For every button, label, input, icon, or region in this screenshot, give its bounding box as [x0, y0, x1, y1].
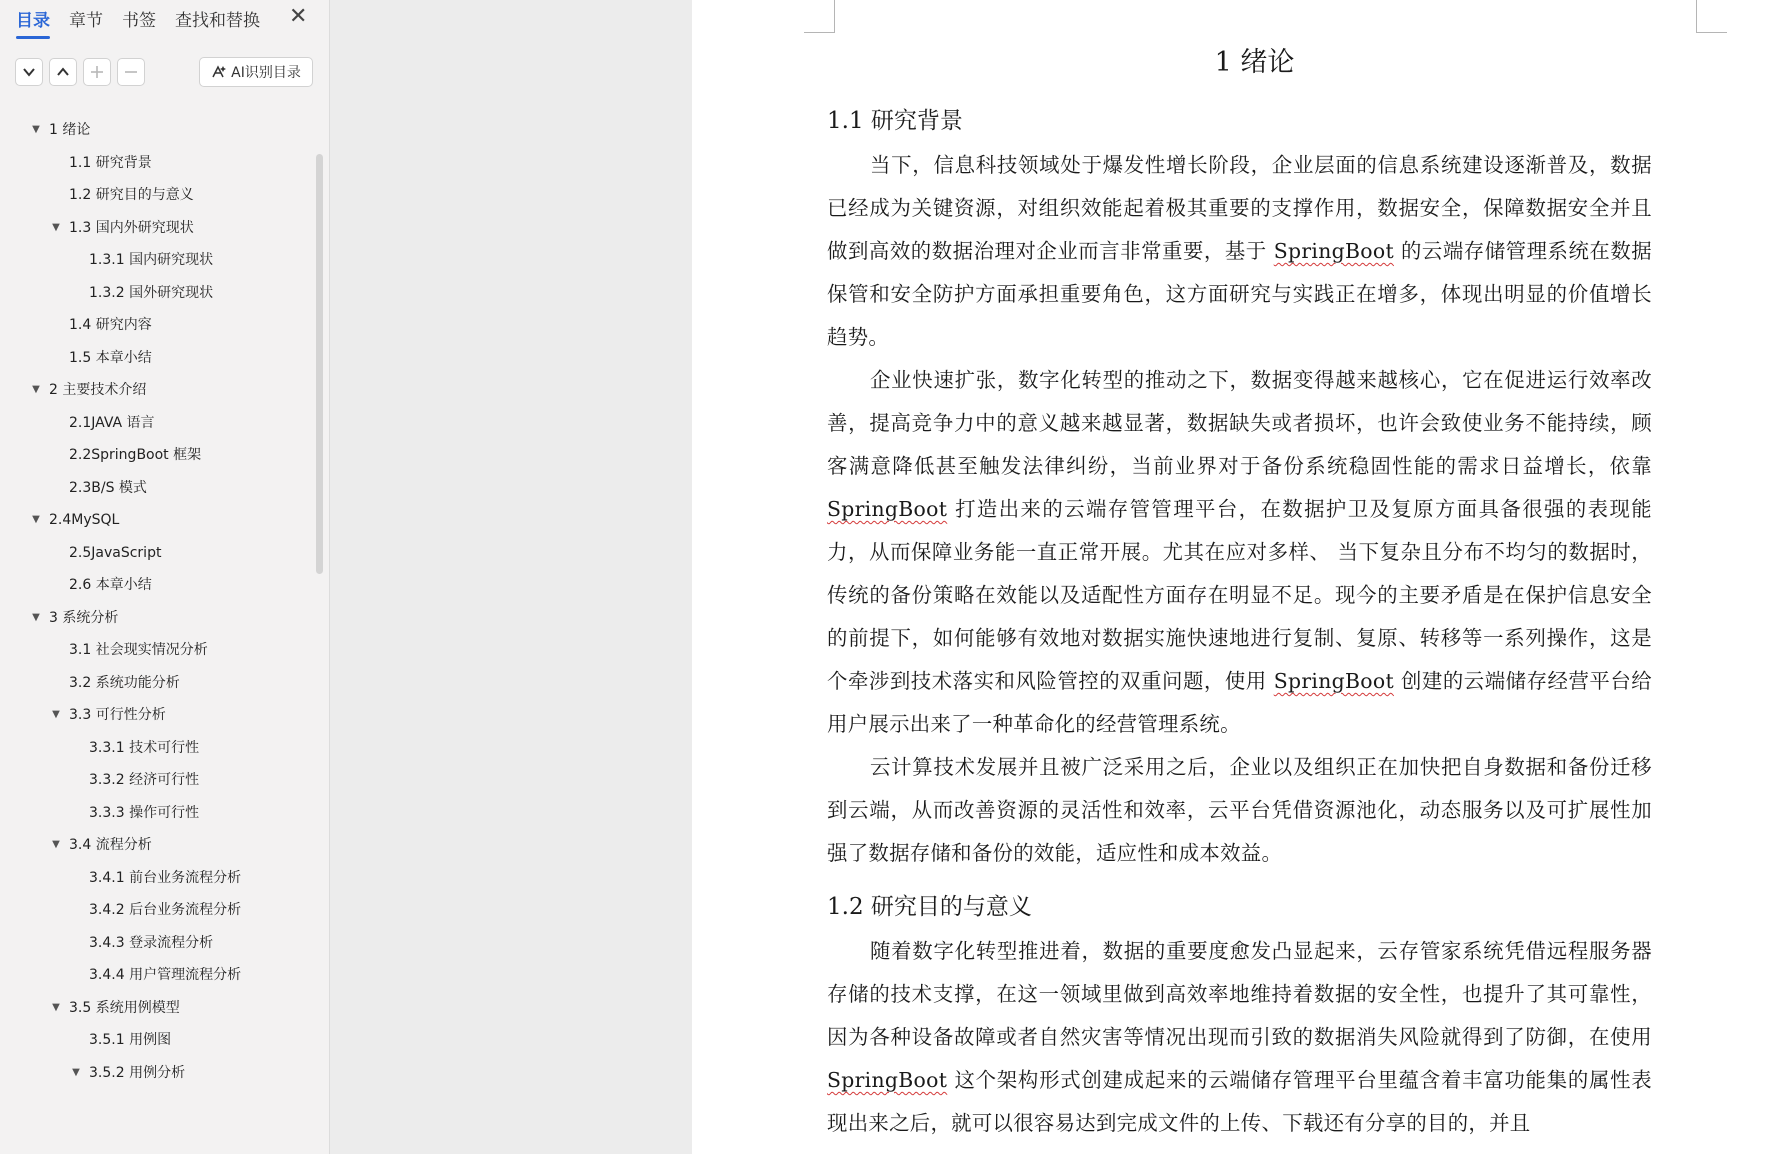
document-canvas	[330, 0, 1780, 1154]
caret-down-icon[interactable]: ▼	[32, 124, 40, 135]
toc-item-label: 3.2 系统功能分析	[69, 674, 180, 691]
caret-down-icon[interactable]: ▼	[52, 709, 60, 720]
toc-item[interactable]	[0, 472, 310, 505]
toc-item-label: 3.5.2 用例分析	[89, 1064, 186, 1081]
caret-down-icon[interactable]: ▼	[52, 1001, 60, 1013]
toc-item[interactable]	[0, 862, 310, 895]
toc-item[interactable]	[0, 439, 310, 472]
toc-item[interactable]	[0, 667, 310, 700]
caret-down-icon[interactable]: ▼	[52, 221, 60, 233]
ai-identify-toc-button[interactable]	[199, 57, 313, 87]
toc-item-label: 3.3.2 经济可行性	[89, 772, 200, 788]
nav-scrollbar[interactable]	[316, 154, 323, 574]
toc-item-label: 2.4MySQL	[49, 512, 120, 528]
close-icon[interactable]: ✕	[289, 4, 308, 29]
section-heading-1-2: 1.2 研究目的与意义	[827, 894, 1032, 920]
caret-down-icon[interactable]: ▼	[52, 839, 60, 850]
toc-item-label: 1.1 研究背景	[69, 154, 152, 171]
toc-item[interactable]	[0, 829, 310, 862]
toc-item[interactable]	[0, 992, 310, 1025]
crop-mark-top-left	[804, 0, 835, 33]
section-heading-1-1: 1.1 研究背景	[827, 108, 963, 134]
toc-item[interactable]	[0, 212, 310, 245]
toc-item-label: 3.4.2 后台业务流程分析	[89, 902, 242, 918]
paragraph-1: 当下，信息科技领域处于爆发性增长阶段，企业层面的信息系统建设逐渐普及，数据已经成为关键资源，对组织效能起着极其重要的支撑作用，数据安全，保障数据安全并且做到高效的数据治理对企业而言非常重要，基于 SpringBoot 的云端存储管理系统在数据保管和安全防护方面承担重要角色，这方面研究与实践正在增多，体现出明显的价值增长趋势。	[827, 153, 1652, 349]
toc-item[interactable]	[0, 342, 310, 375]
toc-item[interactable]	[0, 1057, 310, 1090]
toc-item-label: 2.6 本章小结	[69, 577, 152, 593]
tab-chapters[interactable]: 章节	[69, 11, 103, 31]
collapse-all-button[interactable]	[49, 58, 77, 86]
toc-item-label: 3.5.1 用例图	[89, 1032, 172, 1048]
toc-item[interactable]	[0, 602, 310, 635]
toc-item[interactable]	[0, 277, 310, 310]
paragraph-3: 云计算技术发展并且被广泛采用之后，企业以及组织正在加快把自身数据和备份迁移到云端，从而改善资源的灵活性和效率，云平台凭借资源池化，动态服务以及可扩展性加强了数据存储和备份的效能，适应性和成本效益。	[827, 755, 1652, 865]
toc-item-label: 2.2SpringBoot 框架	[69, 447, 202, 463]
chapter-heading: 1 绪论	[1214, 47, 1295, 78]
toc-item[interactable]	[0, 732, 310, 765]
tab-toc[interactable]: 目录	[16, 6, 50, 31]
add-heading-button[interactable]	[83, 58, 111, 86]
caret-down-icon[interactable]: ▼	[32, 611, 40, 623]
toc-item[interactable]	[0, 309, 310, 342]
toc-item[interactable]	[0, 504, 310, 537]
toc-item[interactable]	[0, 114, 310, 147]
toc-item[interactable]	[0, 959, 310, 992]
toc-item-label: 3.1 社会现实情况分析	[69, 642, 208, 658]
toc-item-label: 2.3B/S 模式	[69, 479, 147, 496]
caret-down-icon[interactable]: ▼	[72, 1066, 80, 1078]
toc-item[interactable]	[0, 147, 310, 180]
toc-item-label: 3.4.4 用户管理流程分析	[89, 967, 242, 983]
toc-item-label: 2.5JavaScript	[69, 544, 162, 561]
toc-item-label: 3.3 可行性分析	[69, 707, 166, 723]
tab-bookmarks[interactable]: 书签	[122, 11, 156, 31]
toc-item-label: 3 系统分析	[49, 609, 119, 626]
toc-item-label: 1 绪论	[49, 122, 91, 138]
crop-mark-top-right	[1696, 0, 1727, 33]
toc-item-label: 3.5 系统用例模型	[69, 999, 180, 1016]
spellcheck-word: SpringBoot	[1273, 669, 1394, 693]
toc-item-label: 1.3.1 国内研究现状	[89, 252, 214, 268]
ai-button-label: AI识别目录	[231, 65, 301, 81]
toc-item[interactable]	[0, 537, 310, 570]
toc-item-label: 3.3.1 技术可行性	[89, 739, 200, 756]
toc-item-label: 2.1JAVA 语言	[69, 414, 155, 431]
remove-heading-button[interactable]	[117, 58, 145, 86]
paragraph-4: 随着数字化转型推进着，数据的重要度愈发凸显起来，云存管家系统凭借远程服务器存储的技术支撑，在这一领域里做到高效率地维持着数据的安全性，也提升了其可靠性，因为各种设备故障或者自然灾害等情况出现而引致的数据消失风险就得到了防御，在使用 SpringBoot 这个架构形式创建成起来的云端储存管理平台里蕴含着丰富功能集的属性表现出来之后，就可以很容易达到完成文件的上传、下载还有分享的目的，并且	[827, 939, 1652, 1135]
document-page[interactable]	[692, 0, 1780, 1154]
toc-item-label: 2 主要技术介绍	[49, 382, 147, 398]
toc-item[interactable]	[0, 244, 310, 277]
paragraph-2: 企业快速扩张，数字化转型的推动之下，数据变得越来越核心，它在促进运行效率改善，提高竞争力中的意义越来越显著，数据缺失或者损坏，也许会致使业务不能持续，顾客满意降低甚至触发法律纠纷，当前业界对于备份系统稳固性能的需求日益增长，依靠 SpringBoot 打造出来的云端存管管理平台，在数据护卫及复原方面具备很强的表现能力，从而保障业务能一直正常开展。尤其在应对多样、 当下复杂且分布不均匀的数据时，传统的备份策略在效能以及适配性方面存在明显不足。现今的主要矛盾是在保护信息安全的前提下，如何能够有效地对数据实施快速地进行复制、复原、转移等一系列操作，这是个牵涉到技术落实和风险管控的双重问题，使用 SpringBoot 创建的云端储存经营平台给用户展示出来了一种革命化的经营管理系统。	[827, 368, 1652, 736]
toc-item[interactable]	[0, 1024, 310, 1057]
toc-item[interactable]	[0, 569, 310, 602]
toc-item-label: 1.5 本章小结	[69, 349, 152, 366]
toc-item-label: 3.4.3 登录流程分析	[89, 934, 214, 951]
caret-down-icon[interactable]: ▼	[32, 514, 40, 525]
toc-tree	[0, 114, 310, 1089]
plus-icon	[90, 65, 104, 79]
tab-find-replace[interactable]: 查找和替换	[175, 11, 260, 31]
ai-icon	[211, 64, 227, 80]
caret-down-icon[interactable]: ▼	[32, 384, 40, 395]
expand-all-button[interactable]	[15, 58, 43, 86]
chevron-up-icon	[56, 65, 70, 79]
toc-item-label: 1.4 研究内容	[69, 317, 152, 333]
toc-item[interactable]	[0, 797, 310, 830]
toc-item-label: 1.3 国内外研究现状	[69, 219, 194, 236]
minus-icon	[124, 65, 138, 79]
toc-item-label: 3.4 流程分析	[69, 837, 152, 853]
toc-item-label: 3.4.1 前台业务流程分析	[89, 869, 242, 886]
toc-item[interactable]	[0, 894, 310, 927]
spellcheck-word: SpringBoot	[827, 1068, 948, 1092]
toc-item[interactable]	[0, 179, 310, 212]
nav-tabbar	[0, 0, 329, 40]
spellcheck-word: SpringBoot	[1273, 239, 1394, 263]
toc-item-label: 3.3.3 操作可行性	[89, 804, 200, 821]
toc-item[interactable]	[0, 407, 310, 440]
chevron-down-icon	[22, 65, 36, 79]
toc-item[interactable]	[0, 927, 310, 960]
spellcheck-word: SpringBoot	[827, 497, 948, 521]
toc-item[interactable]	[0, 634, 310, 667]
toc-item-label: 1.3.2 国外研究现状	[89, 284, 214, 301]
toc-item[interactable]	[0, 699, 310, 732]
navigation-pane	[0, 0, 330, 1154]
toc-item-label: 1.2 研究目的与意义	[69, 187, 194, 203]
toc-item[interactable]	[0, 374, 310, 407]
toc-item[interactable]	[0, 764, 310, 797]
